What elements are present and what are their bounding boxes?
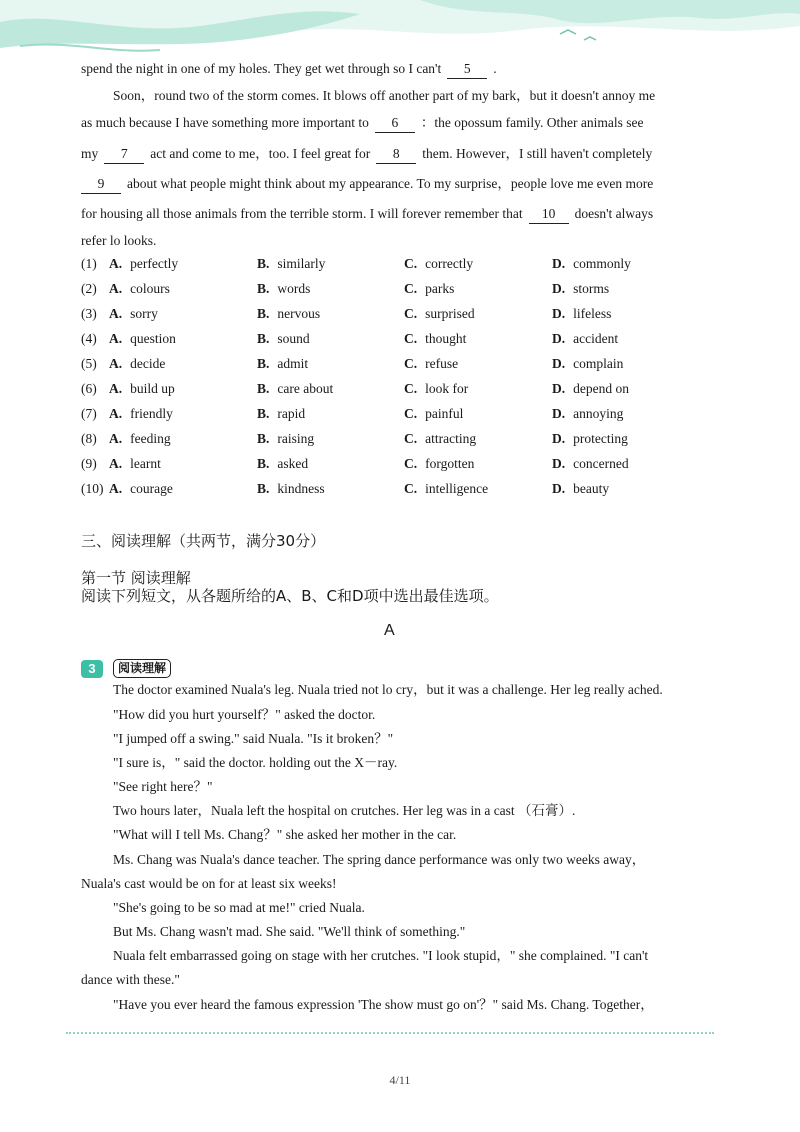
option-letter: B. — [257, 281, 270, 296]
question-number: (4) — [81, 331, 97, 346]
option-text: nervous — [277, 306, 321, 321]
question-number: (7) — [81, 406, 97, 421]
option-text: look for — [425, 381, 469, 396]
option-row — [81, 431, 681, 451]
option-letter: A. — [109, 356, 123, 371]
option-text: beauty — [573, 481, 610, 496]
option-letter: C. — [404, 331, 418, 346]
blank-5: 5 — [447, 60, 487, 79]
cloze-line-3 — [81, 114, 644, 133]
option-a[interactable] — [109, 356, 165, 372]
option-letter: A. — [109, 406, 123, 421]
option-c[interactable] — [404, 256, 473, 272]
page-number: 4/11 — [389, 1073, 411, 1087]
option-letter: B. — [257, 481, 270, 496]
option-letter: A. — [109, 331, 123, 346]
option-letter: A. — [109, 456, 123, 471]
option-letter: D. — [552, 381, 566, 396]
option-text: thought — [425, 331, 467, 346]
cloze-line-5 — [81, 175, 653, 194]
option-d[interactable] — [552, 331, 618, 347]
option-letter: A. — [109, 381, 123, 396]
option-letter: C. — [404, 431, 418, 446]
option-d[interactable] — [552, 281, 609, 297]
option-text: care about — [277, 381, 334, 396]
option-d[interactable] — [552, 406, 623, 422]
cloze-line-7: refer lo looks. — [81, 233, 157, 248]
option-letter: C. — [404, 306, 418, 321]
option-text: learnt — [130, 456, 161, 471]
option-a[interactable] — [109, 381, 175, 397]
passage-label: A — [384, 622, 395, 639]
option-c[interactable] — [404, 406, 463, 422]
footer-divider — [66, 1032, 714, 1034]
option-letter: B. — [257, 406, 270, 421]
option-letter: A. — [109, 306, 123, 321]
option-a[interactable] — [109, 331, 176, 347]
option-b[interactable] — [257, 356, 308, 372]
option-letter: A. — [109, 281, 123, 296]
option-text: decide — [130, 356, 166, 371]
option-text: protecting — [573, 431, 628, 446]
text-span: them. However，I still haven't completely — [422, 146, 653, 161]
option-b[interactable] — [257, 381, 333, 397]
passage-paragraph: "Have you ever heard the famous expression 'The show must go on'？" said Ms. Chang. Together， — [113, 997, 654, 1012]
option-text: admit — [277, 356, 309, 371]
option-row — [81, 256, 681, 276]
option-letter: A. — [109, 256, 123, 271]
option-b[interactable] — [257, 331, 310, 347]
option-text: parks — [425, 281, 455, 296]
option-a[interactable] — [109, 481, 173, 497]
passage-paragraph: "I sure is，" said the doctor. holding out the X－ray. — [113, 755, 398, 770]
option-text: annoying — [573, 406, 624, 421]
option-letter: B. — [257, 256, 270, 271]
option-d[interactable] — [552, 481, 609, 497]
option-text: similarly — [277, 256, 326, 271]
option-text: raising — [277, 431, 315, 446]
option-c[interactable] — [404, 431, 476, 447]
passage-paragraph: The doctor examined Nuala's leg. Nuala tried not lo cry，but it was a challenge. Her leg really ached. — [113, 682, 663, 697]
option-text: sound — [277, 331, 310, 346]
option-a[interactable] — [109, 406, 173, 422]
option-letter: B. — [257, 456, 270, 471]
passage-paragraph: Nuala felt embarrassed going on stage with her crutches. "I look stupid，" she complained. "I can't — [113, 948, 649, 963]
option-letter: D. — [552, 281, 566, 296]
section-title: 三、阅读理解（共两节，满分30分） — [81, 532, 326, 550]
question-number: (6) — [81, 381, 97, 396]
option-text: courage — [130, 481, 173, 496]
blank-9: 9 — [81, 175, 121, 194]
option-row — [81, 406, 681, 426]
option-letter: D. — [552, 256, 566, 271]
text-span: as much because I have something more important to — [81, 115, 369, 130]
text-span: doesn't always — [574, 206, 654, 221]
option-c[interactable] — [404, 356, 458, 372]
option-text: complain — [573, 356, 624, 371]
option-letter: B. — [257, 431, 270, 446]
option-letter: C. — [404, 356, 418, 371]
option-letter: C. — [404, 406, 418, 421]
option-b[interactable] — [257, 481, 325, 497]
text-span: act and come to me，too. I feel great for — [150, 146, 371, 161]
blank-6: 6 — [375, 114, 415, 133]
option-c[interactable] — [404, 381, 468, 397]
option-text: kindness — [277, 481, 325, 496]
passage-paragraph: "I jumped off a swing." said Nuala. "Is it broken？" — [113, 731, 394, 746]
option-a[interactable] — [109, 431, 171, 447]
option-text: attracting — [425, 431, 477, 446]
option-b[interactable] — [257, 456, 308, 472]
option-a[interactable] — [109, 306, 158, 322]
option-text: accident — [573, 331, 619, 346]
passage-paragraph: "What will I tell Ms. Chang？" she asked her mother in the car. — [113, 827, 457, 842]
option-d[interactable] — [552, 356, 623, 372]
option-text: lifeless — [573, 306, 612, 321]
option-c[interactable] — [404, 281, 454, 297]
option-b[interactable] — [257, 406, 305, 422]
option-row — [81, 456, 681, 476]
option-letter: D. — [552, 481, 566, 496]
option-letter: B. — [257, 306, 270, 321]
blank-7: 7 — [104, 145, 144, 164]
option-text: commonly — [573, 256, 631, 271]
passage-paragraph: "See right here？" — [113, 779, 213, 794]
question-number: (9) — [81, 456, 97, 471]
option-a[interactable] — [109, 256, 178, 272]
question-number: (10) — [81, 481, 104, 496]
passage-paragraph-continued: dance with these." — [81, 972, 180, 987]
cloze-line-2: Soon，round two of the storm comes. It blows off another part of my bark，but it doesn't annoy me — [113, 88, 656, 103]
option-letter: C. — [404, 481, 418, 496]
text-span: ：the opossum family. Other animals see — [420, 115, 644, 130]
passage-paragraph: "How did you hurt yourself？" asked the doctor. — [113, 707, 376, 722]
option-c[interactable] — [404, 306, 475, 322]
cloze-line-1 — [81, 60, 497, 79]
option-c[interactable] — [404, 331, 466, 347]
passage-paragraph: Ms. Chang was Nuala's dance teacher. The spring dance performance was only two weeks away， — [113, 852, 646, 867]
option-d[interactable] — [552, 381, 629, 397]
option-letter: D. — [552, 456, 566, 471]
option-letter: B. — [257, 331, 270, 346]
option-letter: B. — [257, 381, 270, 396]
option-text: sorry — [130, 306, 158, 321]
option-letter: D. — [552, 331, 566, 346]
option-d[interactable] — [552, 256, 631, 272]
option-b[interactable] — [257, 256, 325, 272]
option-b[interactable] — [257, 281, 310, 297]
option-letter: C. — [404, 256, 418, 271]
option-text: storms — [573, 281, 610, 296]
option-d[interactable] — [552, 456, 629, 472]
option-row — [81, 381, 681, 401]
question-type-tag: 阅读理解 — [113, 659, 171, 678]
option-letter: C. — [404, 456, 418, 471]
option-text: concerned — [573, 456, 629, 471]
option-letter: D. — [552, 306, 566, 321]
text-span: about what people might think about my appearance. To my surprise，people love me even more — [127, 176, 654, 191]
option-letter: B. — [257, 356, 270, 371]
option-text: friendly — [130, 406, 173, 421]
option-text: build up — [130, 381, 175, 396]
option-b[interactable] — [257, 431, 314, 447]
passage-paragraph: But Ms. Chang wasn't mad. She said. "We'll think of something." — [113, 924, 466, 939]
option-row — [81, 281, 681, 301]
option-c[interactable] — [404, 456, 474, 472]
question-number: (1) — [81, 256, 97, 271]
option-row — [81, 331, 681, 351]
option-text: asked — [277, 456, 309, 471]
option-letter: D. — [552, 431, 566, 446]
blank-8: 8 — [376, 145, 416, 164]
text-span: spend the night in one of my holes. They get wet through so I can't — [81, 61, 442, 76]
blank-10: 10 — [529, 205, 569, 224]
option-text: words — [277, 281, 311, 296]
option-letter: A. — [109, 481, 123, 496]
cloze-line-6 — [81, 205, 653, 224]
option-text: forgotten — [425, 456, 475, 471]
option-row — [81, 481, 681, 501]
option-b[interactable] — [257, 306, 320, 322]
question-number: (3) — [81, 306, 97, 321]
subsection-title: 第一节 阅读理解 — [81, 569, 191, 587]
option-row — [81, 356, 681, 376]
option-a[interactable] — [109, 281, 170, 297]
question-number: (8) — [81, 431, 97, 446]
option-text: painful — [425, 406, 464, 421]
cloze-line-4 — [81, 145, 652, 164]
option-letter: C. — [404, 281, 418, 296]
option-text: refuse — [425, 356, 459, 371]
option-text: intelligence — [425, 481, 489, 496]
option-d[interactable] — [552, 431, 628, 447]
option-text: rapid — [277, 406, 306, 421]
option-text: question — [130, 331, 176, 346]
option-letter: D. — [552, 406, 566, 421]
instructions: 阅读下列短文，从各题所给的A、B、C和D项中选出最佳选项。 — [81, 587, 499, 605]
text-span: for housing all those animals from the terrible storm. I will forever remember that — [81, 206, 523, 221]
option-letter: A. — [109, 431, 123, 446]
passage-paragraph-continued: Nuala's cast would be on for at least six weeks! — [81, 876, 337, 891]
option-text: colours — [130, 281, 170, 296]
passage-paragraph: Two hours later，Nuala left the hospital on crutches. Her leg was in a cast （石膏）. — [113, 803, 576, 818]
option-text: perfectly — [130, 256, 179, 271]
option-text: depend on — [573, 381, 629, 396]
option-c[interactable] — [404, 481, 488, 497]
option-a[interactable] — [109, 456, 161, 472]
option-letter: C. — [404, 381, 418, 396]
option-d[interactable] — [552, 306, 611, 322]
option-text: feeding — [130, 431, 171, 446]
passage-paragraph: "She's going to be so mad at me!" cried Nuala. — [113, 900, 365, 915]
question-number: (2) — [81, 281, 97, 296]
question-number-badge: 3 — [81, 660, 103, 678]
text-span: . — [493, 61, 497, 76]
option-letter: D. — [552, 356, 566, 371]
question-number: (5) — [81, 356, 97, 371]
option-row — [81, 306, 681, 326]
option-text: correctly — [425, 256, 474, 271]
text-span: my — [81, 146, 99, 161]
option-text: surprised — [425, 306, 475, 321]
